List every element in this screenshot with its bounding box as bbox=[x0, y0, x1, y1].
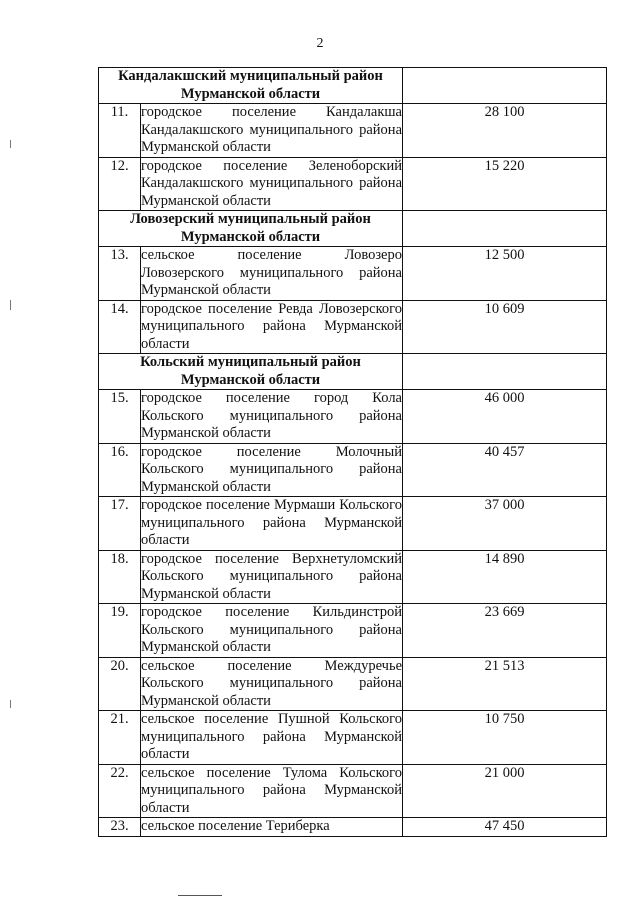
scan-mark bbox=[10, 140, 11, 148]
page-number: 2 bbox=[316, 36, 324, 51]
population-value: 10 750 bbox=[403, 711, 607, 765]
section-value-cell bbox=[403, 211, 607, 247]
settlement-name: городское поселение Ревда Ловозерского муниципального района Мурманской области bbox=[141, 300, 402, 352]
population-value: 23 669 bbox=[403, 604, 607, 658]
table-row bbox=[99, 711, 607, 765]
row-number: 18. bbox=[99, 550, 141, 604]
table-row bbox=[99, 764, 607, 818]
table-row bbox=[99, 443, 607, 497]
section-value-cell bbox=[403, 354, 607, 390]
table-body bbox=[99, 68, 607, 837]
population-value: 21 000 bbox=[403, 764, 607, 818]
section-header-row bbox=[99, 68, 607, 104]
table-row bbox=[99, 604, 607, 658]
table-row bbox=[99, 300, 607, 354]
row-number: 20. bbox=[99, 657, 141, 711]
row-number: 11. bbox=[99, 104, 141, 158]
settlements-table bbox=[98, 67, 607, 837]
section-title: Кандалакшский муниципальный район Мурманской области bbox=[99, 68, 403, 104]
population-value: 21 513 bbox=[403, 657, 607, 711]
row-number: 12. bbox=[99, 157, 141, 211]
population-value: 12 500 bbox=[403, 247, 607, 301]
table-row bbox=[99, 390, 607, 444]
table-row bbox=[99, 497, 607, 551]
population-value: 47 450 bbox=[403, 818, 607, 837]
settlement-name: сельское поселение Тулома Кольского муниципального района Мурманской области bbox=[141, 764, 402, 816]
population-value: 40 457 bbox=[403, 443, 607, 497]
table-row bbox=[99, 104, 607, 158]
table-row bbox=[99, 657, 607, 711]
row-number: 23. bbox=[99, 818, 141, 837]
settlement-name: сельское поселение Пушной Кольского муниципального района Мурманской области bbox=[141, 711, 402, 762]
population-value: 14 890 bbox=[403, 550, 607, 604]
table-row bbox=[99, 247, 607, 301]
settlement-name: городское поселение город Кола Кольского муниципального района Мурманской области bbox=[141, 390, 402, 441]
scan-mark bbox=[10, 700, 11, 708]
footer-rule bbox=[178, 895, 222, 896]
section-title: Кольский муниципальный район Мурманской области bbox=[99, 354, 403, 390]
row-number: 19. bbox=[99, 604, 141, 658]
settlement-name: городское поселение Кильдинстрой Кольского муниципального района Мурманской области bbox=[141, 604, 402, 655]
row-number: 21. bbox=[99, 711, 141, 765]
section-header-row bbox=[99, 354, 607, 390]
settlement-name: сельское поселение Ловозеро Ловозерского муниципального района Мурманской области bbox=[141, 247, 402, 298]
population-value: 10 609 bbox=[403, 300, 607, 354]
population-value: 37 000 bbox=[403, 497, 607, 551]
table-row bbox=[99, 550, 607, 604]
section-title: Ловозерский муниципальный район Мурманской области bbox=[99, 211, 403, 247]
section-header-row bbox=[99, 211, 607, 247]
row-number: 14. bbox=[99, 300, 141, 354]
settlement-name: городское поселение Молочный Кольского муниципального района Мурманской области bbox=[141, 443, 402, 495]
population-value: 28 100 bbox=[403, 104, 607, 158]
settlement-name: городское поселение Зеленоборский Кандалакшского муниципального района Мурманской области bbox=[141, 157, 402, 209]
population-value: 46 000 bbox=[403, 390, 607, 444]
table-row bbox=[99, 818, 607, 837]
row-number: 15. bbox=[99, 390, 141, 444]
settlement-name: городское поселение Кандалакша Кандалакшского муниципального района Мурманской области bbox=[141, 104, 402, 155]
scan-mark bbox=[10, 300, 11, 310]
settlement-name: сельское поселение Териберка bbox=[141, 818, 403, 837]
row-number: 13. bbox=[99, 247, 141, 301]
row-number: 16. bbox=[99, 443, 141, 497]
row-number: 22. bbox=[99, 764, 141, 818]
settlement-name: городское поселение Верхнетуломский Кольского муниципального района Мурманской области bbox=[141, 550, 402, 602]
table-row bbox=[99, 157, 607, 211]
population-value: 15 220 bbox=[403, 157, 607, 211]
settlement-name: городское поселение Мурмаши Кольского муниципального района Мурманской области bbox=[141, 497, 402, 548]
row-number: 17. bbox=[99, 497, 141, 551]
section-value-cell bbox=[403, 68, 607, 104]
settlement-name: сельское поселение Междуречье Кольского муниципального района Мурманской области bbox=[141, 657, 402, 709]
